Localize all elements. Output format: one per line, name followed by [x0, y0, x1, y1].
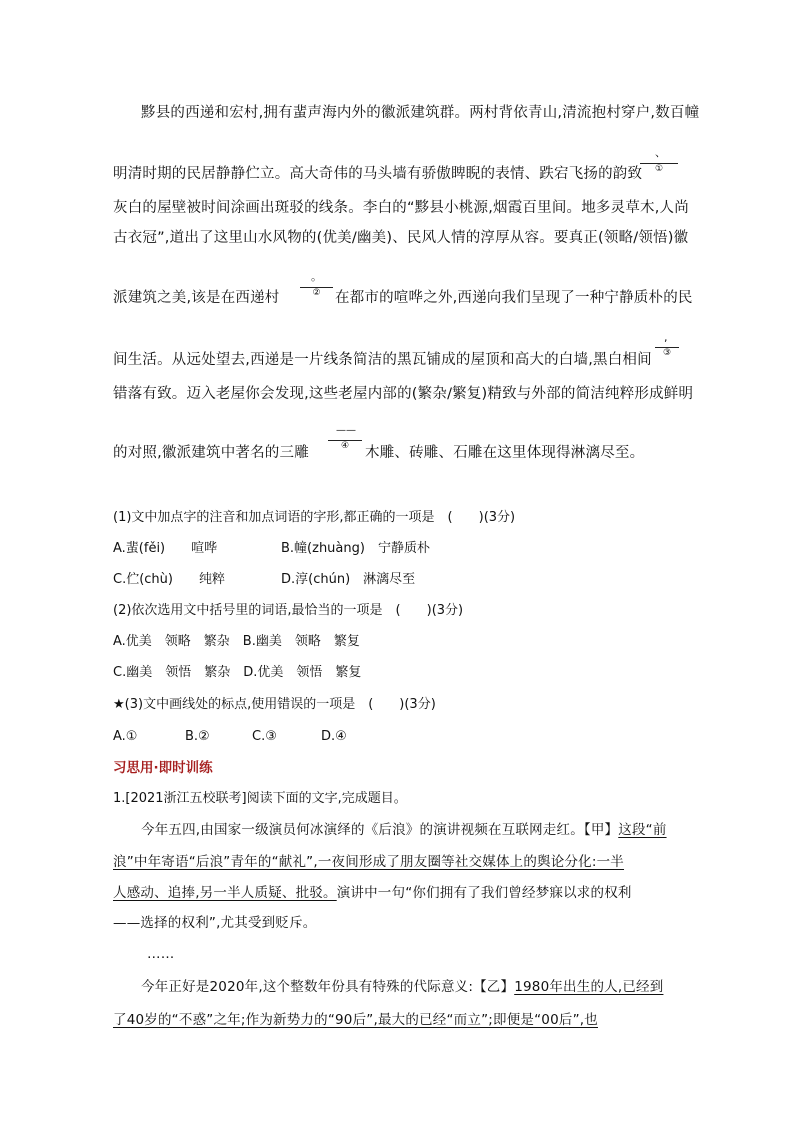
- question-3-option-b[interactable]: B.②: [185, 729, 210, 744]
- ellipsis: ……: [147, 946, 175, 962]
- question-1-option-a[interactable]: A.蜚(fěi) 喧哗: [113, 541, 218, 556]
- question-3-option-a[interactable]: A.①: [113, 729, 138, 744]
- passage-line-7: 错落有致。迈入老屋你会发现,这些老屋内部的(繁杂/繁复)精致与外部的简洁纯粹形成鲜明: [113, 386, 694, 402]
- passage-line-8a: 的对照,徽派建筑中著名的三雕: [113, 445, 309, 461]
- exercise-p1-line-2: 浪”中年寄语“后浪”青年的“献礼”,一夜间形成了朋友圈等社交媒体上的舆论分化:一半: [113, 854, 625, 870]
- blank-2-punctuation: 。: [311, 270, 322, 283]
- question-1-option-c[interactable]: C.伫(chù) 纯粹: [113, 572, 225, 587]
- blank-2: [300, 287, 333, 298]
- passage-line-2: 明清时期的民居静静伫立。高大奇伟的马头墙有骄傲睥睨的表情、跌宕飞扬的韵致: [113, 166, 643, 182]
- blank-1-punctuation: 、: [655, 146, 666, 159]
- blank-3: [655, 347, 679, 358]
- passage-line-3: 灰白的屋壁被时间涂画出斑驳的线条。李白的“黟县小桃源,烟霞百里间。地多灵草木,人尚: [113, 200, 689, 216]
- exercise-p1-line-4: ——选择的权利”,尤其受到贬斥。: [113, 915, 317, 931]
- passage-line-6: 间生活。从远处望去,西递是一片线条简洁的黑瓦铺成的屋顶和高大的白墙,黑白相间: [113, 352, 652, 368]
- question-2-options-ab[interactable]: A.优美 领略 繁杂 B.幽美 领略 繁复: [113, 634, 360, 649]
- section-title: 习思用·即时训练: [113, 760, 213, 776]
- question-1-option-b[interactable]: B.幢(zhuàng) 宁静质朴: [281, 541, 430, 556]
- underlined-sentence-jia: 这段“前: [618, 822, 667, 838]
- question-3: ★(3)文中画线处的标点,使用错误的一项是 ( )(3分): [113, 697, 436, 712]
- exercise-p1-line-1: [141, 820, 667, 840]
- blank-1: [640, 163, 678, 174]
- exercise-p1-line-3: [113, 883, 632, 903]
- passage-line-5a: 派建筑之美,该是在西递村: [113, 290, 280, 306]
- exercise-p2-line-1: [141, 977, 663, 997]
- question-2-options-cd[interactable]: C.幽美 领悟 繁杂 D.优美 领悟 繁复: [113, 665, 362, 680]
- passage-line-4: 古衣冠”,道出了这里山水风物的(优美/幽美)、民风人情的淳厚从容。要真正(领略/领悟)徽: [113, 230, 689, 246]
- underlined-sentence-yi: 1980年出生的人,已经到: [514, 979, 664, 995]
- exercise-p1-line-3-text: 演讲中一句“你们拥有了我们曾经梦寐以求的权利: [336, 885, 632, 901]
- exercise-header: 1.[2021浙江五校联考]阅读下面的文字,完成题目。: [113, 791, 407, 806]
- passage-line-8b: 木雕、砖雕、石雕在这里体现得淋漓尽至。: [365, 445, 645, 461]
- passage-line-5b: 在都市的喧哗之外,西递向我们呈现了一种宁静质朴的民: [335, 290, 693, 306]
- passage-line-1: 黟县的西递和宏村,拥有蜚声海内外的徽派建筑群。两村背依青山,清流抱村穿户,数百幢: [141, 105, 700, 121]
- blank-1-number: ①: [654, 164, 664, 174]
- blank-4-number: ④: [340, 441, 350, 451]
- blank-2-number: ②: [312, 288, 321, 298]
- question-1-option-d[interactable]: D.淳(chún) 淋漓尽至: [281, 572, 416, 587]
- question-2: (2)依次选用文中括号里的词语,最恰当的一项是 ( )(3分): [113, 603, 464, 618]
- exercise-p2-line-1-text: 今年正好是2020年,这个整数年份具有特殊的代际意义:【乙】: [141, 979, 515, 995]
- exercise-p2-line-2: 了40岁的“不惑”之年;作为新势力的“90后”,最大的已经“而立”;即便是“00后”,也: [113, 1012, 598, 1028]
- exercise-p1-line-1-text: 今年五四,由国家一级演员何冰演绎的《后浪》的演讲视频在互联网走红。【甲】: [141, 822, 619, 838]
- blank-4: [328, 440, 362, 451]
- blank-3-number: ③: [662, 348, 672, 358]
- blank-4-punctuation: ——: [336, 425, 356, 436]
- question-3-option-c[interactable]: C.③: [252, 729, 277, 744]
- question-1: (1)文中加点字的注音和加点词语的字形,都正确的一项是 ( )(3分): [113, 510, 516, 525]
- underlined-sentence-jia-end: 人感动、追捧,另一半人质疑、批驳。: [113, 885, 337, 901]
- question-3-option-d[interactable]: D.④: [321, 729, 347, 744]
- blank-3-punctuation: ,: [664, 331, 668, 344]
